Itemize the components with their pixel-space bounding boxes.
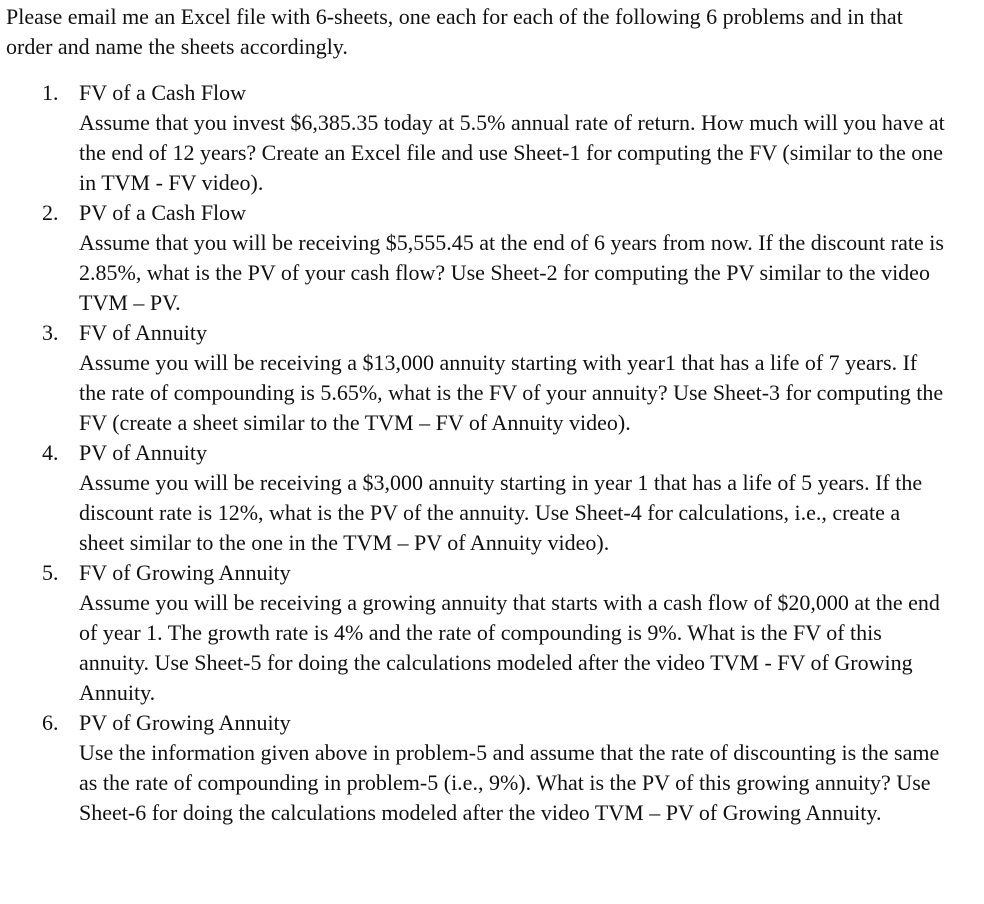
problem-item-2	[0, 198, 960, 318]
problem-text: Use the information given above in problem-5 and assume that the rate of discounting is the same as the rate of compounding in problem-5 (i.e., 9%). What is the PV of this growing annuity? Use Sheet-6 for doing the calculations modeled after the video TVM – PV of Growing Annuity.	[79, 740, 940, 825]
problem-text: Assume that you invest $6,385.35 today at 5.5% annual rate of return. How much will you have at the end of 12 years? Create an Excel file and use Sheet-1 for computing the FV (similar to the one in TVM - FV video).	[79, 110, 945, 195]
problem-number: 3.	[42, 320, 59, 345]
problem-title: FV of Growing Annuity	[79, 560, 291, 585]
problem-item-6	[0, 708, 960, 828]
problem-number: 1.	[42, 80, 59, 105]
intro-paragraph: Please email me an Excel file with 6-sheets, one each for each of the following 6 problems and in that order and name the sheets accordingly.	[6, 4, 903, 59]
problem-list	[0, 78, 960, 828]
problem-number: 5.	[42, 560, 59, 585]
problem-title: PV of Growing Annuity	[79, 710, 291, 735]
problem-text: Assume you will be receiving a $3,000 annuity starting in year 1 that has a life of 5 years. If the discount rate is 12%, what is the PV of the annuity. Use Sheet-4 for calculations, i.e., create a sheet similar to the one in the TVM – PV of Annuity video).	[79, 470, 923, 555]
problem-text: Assume you will be receiving a growing annuity that starts with a cash flow of $20,000 at the end of year 1. The growth rate is 4% and the rate of compounding is 9%. What is the FV of this annuity. Use Sheet-5 for doing the calculations modeled after the video TVM - FV of Growing Annuity.	[79, 590, 940, 705]
problem-title: FV of Annuity	[79, 320, 207, 345]
problem-title: FV of a Cash Flow	[79, 80, 247, 105]
problem-item-4	[0, 438, 960, 558]
problem-title: PV of Annuity	[79, 440, 207, 465]
problem-text: Assume that you will be receiving $5,555.45 at the end of 6 years from now. If the discount rate is 2.85%, what is the PV of your cash flow? Use Sheet-2 for computing the PV similar to the video TVM – PV.	[79, 230, 944, 315]
problem-item-1	[0, 78, 960, 198]
problem-text: Assume you will be receiving a $13,000 annuity starting with year1 that has a life of 7 years. If the rate of compounding is 5.65%, what is the FV of your annuity? Use Sheet-3 for computing the FV (create a sheet similar to the TVM – FV of Annuity video).	[79, 350, 944, 435]
problem-number: 2.	[42, 200, 59, 225]
problem-number: 6.	[42, 710, 59, 735]
problem-item-3	[0, 318, 960, 438]
problem-number: 4.	[42, 440, 59, 465]
problem-title: PV of a Cash Flow	[79, 200, 247, 225]
problem-item-5	[0, 558, 960, 708]
